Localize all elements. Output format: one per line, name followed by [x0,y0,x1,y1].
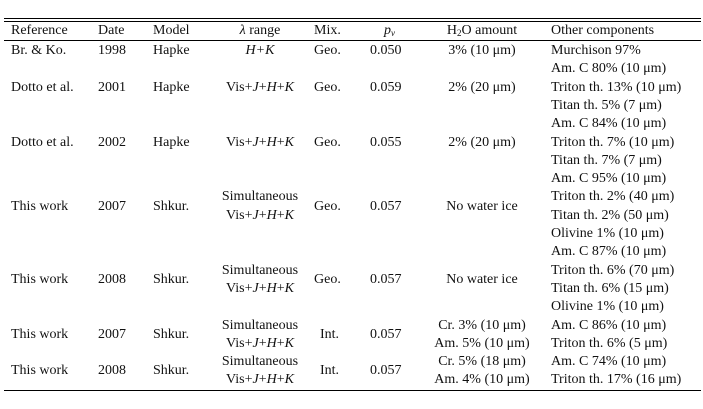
cell-date: 2008 [98,363,126,379]
cell-pv: 0.057 [370,363,402,379]
cell-h2o-amount: 3% (10 μm) [448,43,516,58]
cell-pv: 0.057 [370,198,402,214]
pv-subscript: v [391,28,395,38]
cell-reference: This work [11,363,69,379]
bottom-rule [4,390,701,391]
cell-date: 2007 [98,326,126,342]
cell-date: 1998 [98,43,126,58]
cell-model: Shkur. [153,198,190,214]
lambda-word: range [245,23,281,38]
cell-h2o-amount: Cr. 5% (18 μm) [438,354,526,370]
cell-model: Shkur. [153,271,190,287]
cell-mix: Int. [320,363,340,379]
cell-mix: Geo. [314,271,341,287]
cell-h2o-amount: No water ice [446,198,518,214]
cell-other-component: Murchison 97% [551,43,641,58]
pv-symbol: p [384,23,391,38]
cell-mix: Geo. [314,43,341,58]
cell-lambda-range: H+K [245,43,275,58]
cell-h2o-amount: Am. 5% (10 μm) [434,335,530,351]
cell-h2o-amount: 2% (20 μm) [448,79,516,95]
h2o-rest: O amount [461,23,518,38]
cell-other-component: Triton th. 6% (70 μm) [551,262,675,278]
cell-other-component: Triton th. 6% (5 μm) [551,335,668,351]
cell-mix: Geo. [314,79,341,95]
cell-other-component: Olivine 1% (10 μm) [551,299,664,315]
h2o-h: H [446,23,457,38]
cell-h2o-amount: 2% (20 μm) [448,134,516,150]
lambda-symbol: λ [239,23,246,38]
cell-lambda-range: Simultaneous [221,317,299,333]
cell-lambda-range: Vis+J+H+K [225,134,294,150]
cell-date: 2001 [98,79,126,95]
cell-lambda-range: Vis+J+H+K [225,207,294,223]
cell-lambda-range: Vis+J+H+K [225,79,294,95]
cell-h2o-amount: No water ice [446,271,518,287]
cell-other-component: Triton th. 17% (16 μm) [551,372,682,388]
cell-reference: This work [11,326,69,342]
cell-lambda-range: Vis+J+H+K [225,280,294,296]
cell-other-component: Am. C 95% (10 μm) [551,171,667,187]
header-model: Model [153,23,190,38]
cell-reference: This work [11,198,69,214]
cell-other-component: Triton th. 13% (10 μm) [551,79,682,95]
cell-lambda-range: Simultaneous [221,262,299,278]
cell-reference: Br. & Ko. [11,43,67,58]
cell-mix: Geo. [314,198,341,214]
cell-other-component: Titan th. 2% (50 μm) [551,207,669,223]
cell-pv: 0.057 [370,271,402,287]
cell-h2o-amount: Cr. 3% (10 μm) [438,317,526,333]
cell-other-component: Triton th. 2% (40 μm) [551,189,675,205]
cell-date: 2008 [98,271,126,287]
cell-other-component: Olivine 1% (10 μm) [551,226,664,241]
cell-pv: 0.050 [370,43,402,58]
cell-pv: 0.055 [370,134,402,150]
cell-reference: Dotto et al. [11,134,74,150]
cell-lambda-range: Simultaneous [221,189,299,205]
cell-date: 2007 [98,198,126,214]
cell-other-component: Triton th. 7% (10 μm) [551,134,675,150]
cell-other-component: Am. C 87% (10 μm) [551,244,667,260]
header-lambda-range [210,22,310,40]
cell-lambda-range: Vis+J+H+K [225,372,294,388]
cell-lambda-range: Vis+J+H+K [225,335,294,351]
header-pv [384,22,395,42]
cell-reference: This work [11,271,69,287]
cell-other-component: Am. C 84% (10 μm) [551,116,667,132]
header-h2o-amount [424,22,540,42]
cell-model: Shkur. [153,363,190,379]
top-rule [4,18,701,19]
cell-other-component: Titan th. 7% (7 μm) [551,152,662,168]
cell-h2o-amount: Am. 4% (10 μm) [434,372,530,388]
header-reference: Reference [11,23,68,38]
cell-pv: 0.057 [370,326,402,342]
cell-model: Shkur. [153,326,190,342]
cell-model: Hapke [153,43,190,58]
h2o-subscript: 2 [457,28,462,38]
cell-model: Hapke [153,79,190,95]
cell-other-component: Titan th. 6% (15 μm) [551,280,669,296]
cell-lambda-range: Simultaneous [221,354,299,370]
cell-pv: 0.059 [370,79,402,95]
cell-mix: Int. [320,326,340,342]
header-other-components: Other components [551,23,655,38]
cell-model: Hapke [153,134,190,150]
cell-mix: Geo. [314,134,341,150]
cell-other-component: Am. C 74% (10 μm) [551,354,667,370]
cell-other-component: Am. C 86% (10 μm) [551,317,667,333]
header-mix: Mix. [314,23,341,38]
cell-other-component: Titan th. 5% (7 μm) [551,97,662,113]
header-date: Date [98,23,125,38]
cell-reference: Dotto et al. [11,79,74,95]
cell-other-component: Am. C 80% (10 μm) [551,61,667,77]
header-rule [4,40,701,41]
cell-date: 2002 [98,134,126,150]
